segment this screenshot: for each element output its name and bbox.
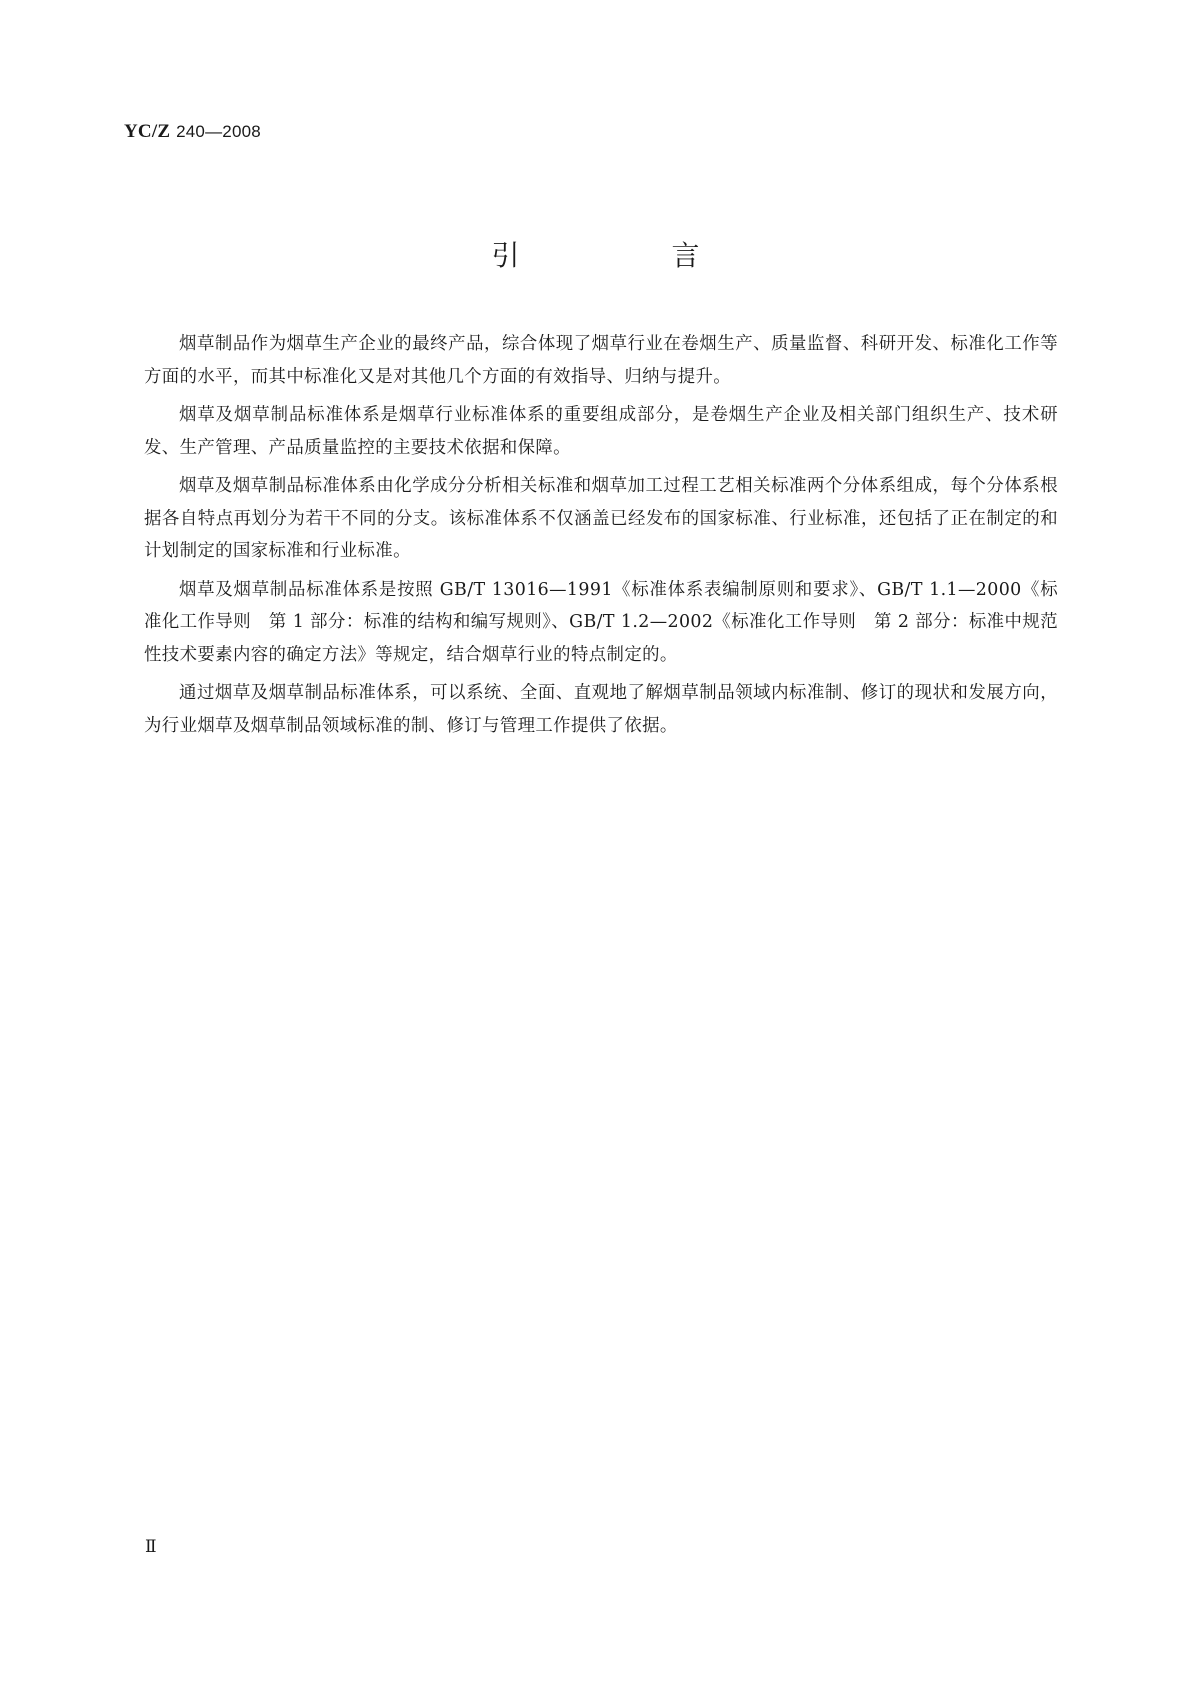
paragraph: 烟草制品作为烟草生产企业的最终产品，综合体现了烟草行业在卷烟生产、质量监督、科研开发、标准化工作等方面的水平，而其中标准化又是对其他几个方面的有效指导、归纳与提升。 (144, 334, 1058, 387)
paragraph: 通过烟草及烟草制品标准体系，可以系统、全面、直观地了解烟草制品领域内标准制、修订的现状和发展方向，为行业烟草及烟草制品领域标准的制、修订与管理工作提供了依据。 (144, 683, 1058, 736)
document-code (124, 121, 261, 143)
document-code-prefix: YC/Z (124, 121, 171, 142)
paragraph: 烟草及烟草制品标准体系由化学成分分析相关标准和烟草加工过程工艺相关标准两个分体系组成，每个分体系根据各自特点再划分为若干不同的分支。该标准体系不仅涵盖已经发布的国家标准、行业标准，还包括了正在制定的和计划制定的国家标准和行业标准。 (144, 476, 1058, 561)
document-code-number: 240—2008 (176, 122, 261, 141)
section-title: 引 言 (491, 239, 762, 272)
paragraph: 烟草及烟草制品标准体系是烟草行业标准体系的重要组成部分，是卷烟生产企业及相关部门组织生产、技术研发、生产管理、产品质量监控的主要技术依据和保障。 (144, 405, 1058, 458)
paragraph: 烟草及烟草制品标准体系是按照 GB/T 13016—1991《标准体系表编制原则和要求》、GB/T 1.1—2000《标准化工作导则 第 1 部分：标准的结构和编写规则》、GB/T 1.2—2002《标准化工作导则 第 2 部分：标准中规范性技术要素内容的确定方法》等规定，结合烟草行业的特点制定的。 (144, 579, 1058, 665)
section-body (144, 328, 1058, 748)
page-number: Ⅱ (145, 1537, 157, 1557)
